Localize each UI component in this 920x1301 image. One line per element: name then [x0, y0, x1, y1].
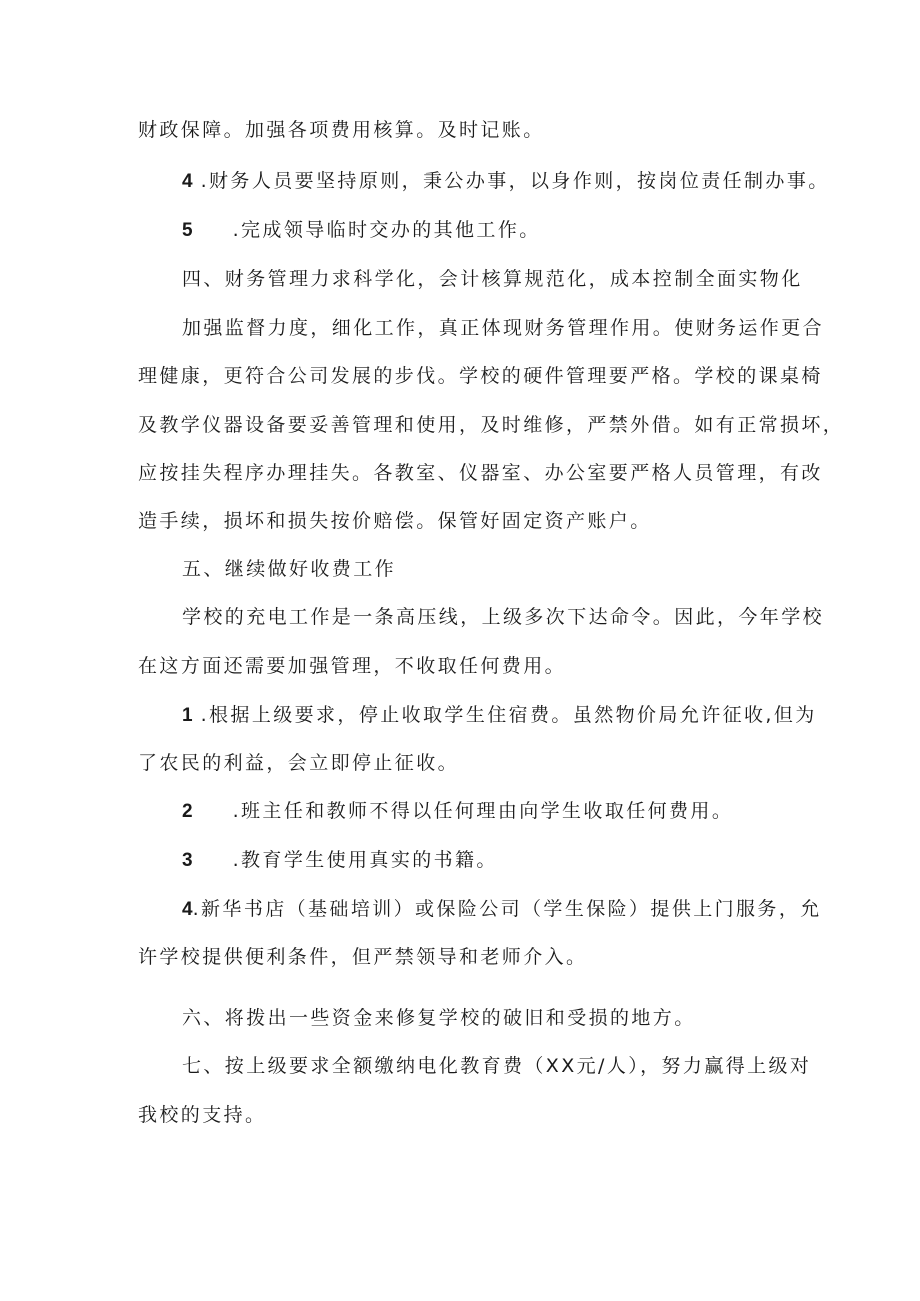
section-heading-7	[182, 1054, 811, 1078]
paragraph-line	[182, 605, 824, 629]
heading-text: 五、继续做好收费工作	[182, 558, 397, 580]
line-text: .教育学生使用真实的书籍。	[232, 849, 498, 871]
paragraph-line	[138, 509, 652, 533]
heading-text: 四、财务管理力求科学化，会计核算规范化，成本控制全面实物化	[182, 268, 803, 290]
heading-text: 七、按上级要求全额缴纳电化教育费（XX元/人），努力赢得上级对	[182, 1055, 812, 1077]
paragraph-line	[138, 751, 459, 775]
list-number: 4	[182, 899, 193, 920]
line-text: .班主任和教师不得以任何理由向学生收取任何费用。	[232, 800, 734, 822]
list-item-2	[182, 799, 733, 824]
line-text: .新华书店（基础培训）或保险公司（学生保险）提供上门服务，允	[192, 898, 822, 920]
line-text: 学校的充电工作是一条高压线，上级多次下达命令。因此，今年学校	[182, 606, 825, 628]
list-number: 1	[182, 705, 193, 726]
line-text: 了农民的利益，会立即停止征收。	[138, 752, 460, 774]
paragraph-line	[138, 461, 823, 485]
heading-text: 六、将拨出一些资金来修复学校的破旧和受损的地方。	[182, 1007, 696, 1029]
line-text: 理健康，更符合公司发展的步伐。学校的硬件管理要严格。学校的课桌椅	[138, 365, 823, 387]
list-item-1	[182, 703, 817, 728]
line-text: 造手续，损坏和损失按价赔偿。保管好固定资产账户。	[138, 510, 652, 532]
line-text: 应按挂失程序办理挂失。各教室、仪器室、办公室要严格人员管理，有改	[138, 462, 823, 484]
paragraph-line	[138, 945, 587, 969]
section-heading-4	[182, 267, 803, 291]
line-text: 财政保障。加强各项费用核算。及时记账。	[138, 119, 545, 141]
line-text: 及教学仪器设备要妥善管理和使用，及时维修，严禁外借。如有正常损坏，	[138, 414, 845, 436]
list-number: 3	[182, 850, 193, 871]
list-number: 2	[182, 801, 193, 822]
line-text: 在这方面还需要加强管理，不收取任何费用。	[138, 655, 567, 677]
list-number: 5	[182, 220, 193, 241]
line-text: .财务人员要坚持原则，秉公办事，以身作则，按岗位责任制办事。	[200, 170, 830, 192]
section-heading-6	[182, 1006, 696, 1030]
paragraph-line	[138, 654, 566, 678]
section-heading-5	[182, 557, 396, 581]
line-text: 加强监督力度，细化工作，真正体现财务管理作用。使财务运作更合	[182, 317, 825, 339]
line-text: .完成领导临时交办的其他工作。	[232, 219, 541, 241]
list-item-5	[182, 218, 541, 243]
list-item-4b	[182, 897, 822, 922]
paragraph-line	[138, 364, 823, 388]
list-item-3	[182, 848, 498, 873]
line-text: 许学校提供便利条件，但严禁领导和老师介入。	[138, 946, 588, 968]
paragraph-line	[138, 118, 545, 142]
line-text: .根据上级要求，停止收取学生住宿费。虽然物价局允许征收,但为	[200, 704, 817, 726]
paragraph-line	[182, 316, 824, 340]
list-number: 4	[182, 171, 193, 192]
list-item-4	[182, 169, 830, 194]
paragraph-line	[138, 1103, 266, 1127]
paragraph-line	[138, 413, 844, 437]
line-text: 我校的支持。	[138, 1104, 267, 1126]
